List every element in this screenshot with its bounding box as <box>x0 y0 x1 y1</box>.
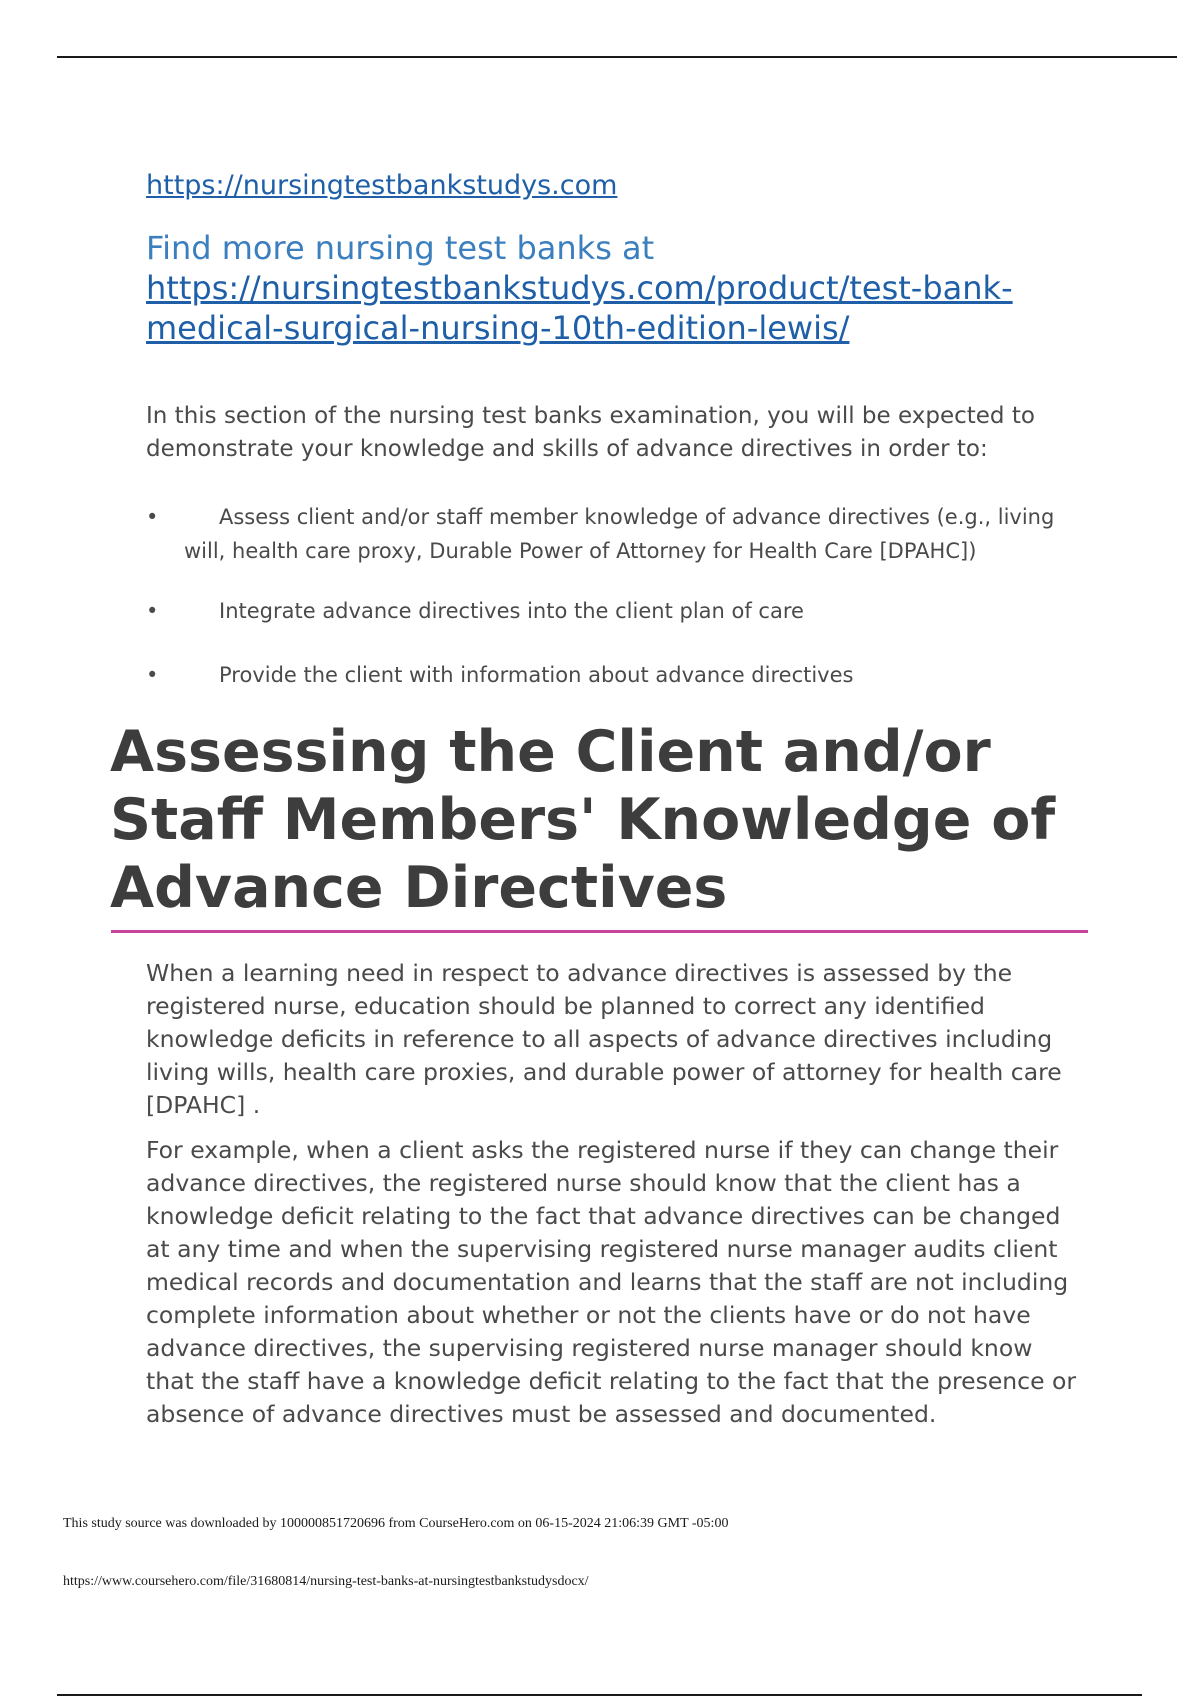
source-url: https://www.coursehero.com/file/31680814/nursing-test-banks-at-nursingtestbankstudysdocx/ <box>63 1574 589 1589</box>
intro-paragraph: In this section of the nursing test banks examination, you will be expected to demonstrate your knowledge and skills of advance directives in order to: <box>146 403 1035 462</box>
product-link[interactable]: https://nursingtestbankstudys.com/product/test-bank-medical-surgical-nursing-10th-edition-lewis/ <box>146 269 1013 347</box>
top-rule <box>57 56 1177 58</box>
download-note: This study source was downloaded by 100000851720696 from CourseHero.com on 06-15-2024 21:06:39 GMT -05:00 <box>63 1516 729 1531</box>
site-link[interactable]: https://nursingtestbankstudys.com <box>146 170 618 201</box>
body-paragraph: When a learning need in respect to advance directives is assessed by the registered nurse, education should be planned to correct any identified knowledge deficits in reference to all aspects of advance directives including living wills, health care proxies, and durable power of attorney for health care [DPAHC] . <box>146 959 1062 1119</box>
list-item <box>146 500 1076 568</box>
bullet-icon: • <box>146 505 159 529</box>
find-more-text: Find more nursing test banks at <box>146 229 655 267</box>
bullet-icon: • <box>146 663 159 687</box>
bottom-rule <box>57 1694 1142 1696</box>
bullet-icon: • <box>146 599 159 623</box>
objective-text: Assess client and/or staff member knowledge of advance directives (e.g., living will, health care proxy, Durable Power of Attorney for Health Care [DPAHC]) <box>184 505 1055 563</box>
body-paragraph: For example, when a client asks the registered nurse if they can change their advance directives, the registered nurse should know that the client has a knowledge deficit relating to the fact that advance directives can be changed at any time and when the supervising registered nurse manager audits client medical records and documentation and learns that the staff are not including complete information about whether or not the clients have or do not have advance directives, the supervising registered nurse manager should know that the staff have a knowledge deficit relating to the fact that the presence or absence of advance directives must be assessed and documented. <box>146 1136 1077 1428</box>
section-heading: Assessing the Client and/or Staff Members' Knowledge of Advance Directives <box>110 719 1056 921</box>
list-item <box>146 594 1076 628</box>
heading-underline <box>111 930 1088 933</box>
objective-text: Integrate advance directives into the client plan of care <box>219 599 804 623</box>
find-more-block <box>146 228 1076 348</box>
objective-text: Provide the client with information about advance directives <box>219 663 854 687</box>
list-item <box>146 658 1076 692</box>
objectives-list <box>146 500 1076 692</box>
section-body <box>146 957 1086 1443</box>
